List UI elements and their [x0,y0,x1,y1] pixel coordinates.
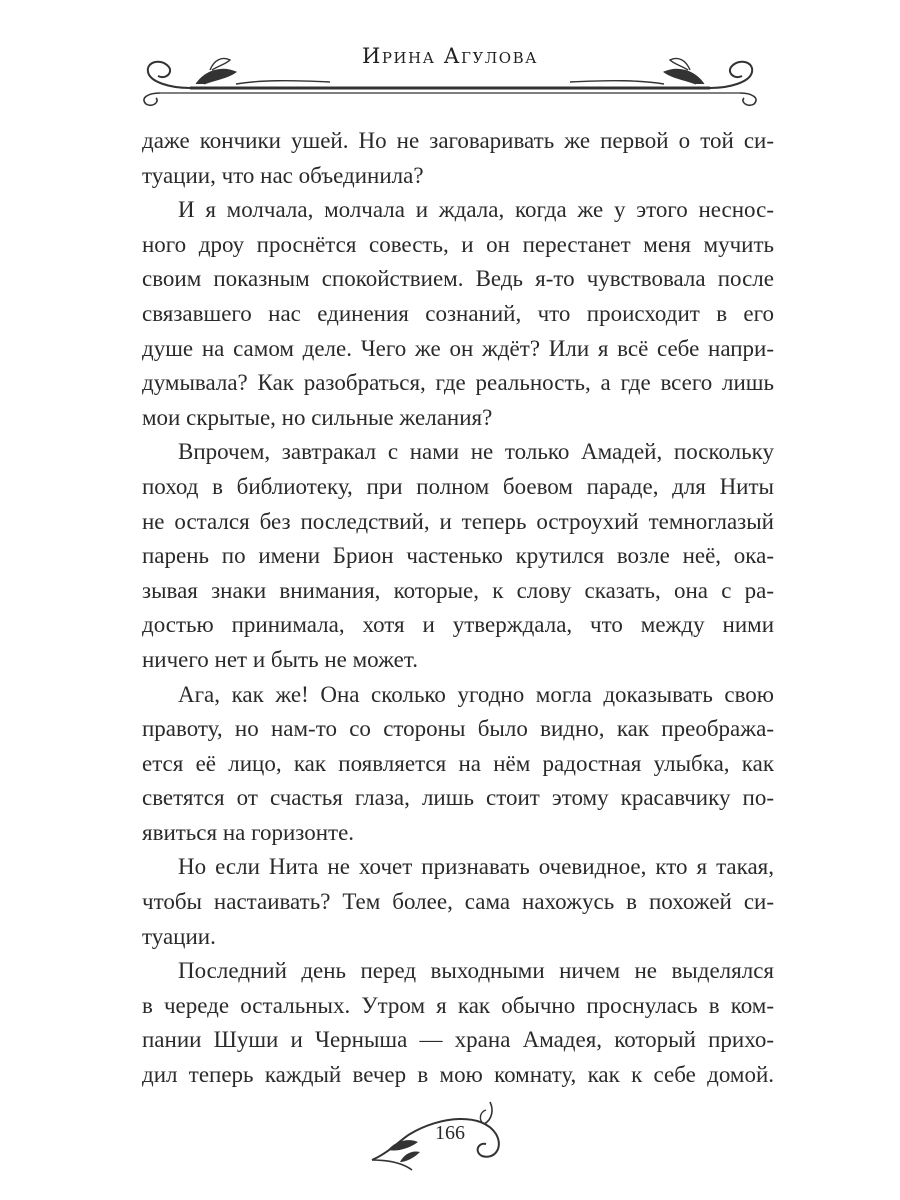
text-line: мои скрытые, но сильные желания? [142,404,493,430]
text-line: светятся от счастья глаза, лишь стоит этому красавчику по- [142,785,774,811]
text-line: явиться на горизонте. [142,819,355,845]
paragraph [142,850,774,954]
text-line: ного дроу проснётся совесть, и он перестанет меня мучить [142,231,774,257]
page-header [0,0,900,110]
text-line: достью принимала, хотя и утверждала, что между ними [142,612,774,638]
text-line: пании Шуши и Черныша — храна Амадея, который прихо- [142,1027,774,1053]
text-line: Ага, как же! Она сколько угодно могла доказывать свою [178,681,774,707]
text-line: ется её лицо, как появляется на нём радостная улыбка, как [142,750,774,776]
paragraph [142,193,774,435]
text-line: туации, что нас объединила? [142,162,424,188]
text-line: И я молчала, молчала и ждала, когда же у этого неснос- [178,197,774,223]
text-line: думывала? Как разобраться, где реальность, а где всего лишь [142,370,774,396]
page-number: 166 [435,1122,465,1144]
text-line: парень по имени Брион частенько крутился возле неё, ока- [142,543,774,569]
text-line: своим показным спокойствием. Ведь я-то чувствовала после [142,266,774,292]
text-line: зывая знаки внимания, которые, к слову сказать, она с ра- [142,577,774,603]
text-line: душе на самом деле. Чего же он ждёт? Или я всё себе напри- [142,335,774,361]
paragraph [142,435,774,677]
text-line: ничего нет и быть не может. [142,646,418,672]
paragraph [142,124,774,193]
text-line: Впрочем, завтракал с нами не только Амадей, поскольку [178,439,774,465]
text-line: Но если Нита не хочет признавать очевидное, кто я такая, [178,854,774,880]
text-line: правоту, но нам-то со стороны было видно, как преобража- [142,716,774,742]
text-line: дил теперь каждый вечер в мою комнату, как к себе домой. [142,1062,774,1088]
paragraph [142,954,774,1092]
text-line: связавшего нас единения сознаний, что происходит в его [142,300,774,326]
text-line: туации. [142,923,216,949]
paragraph [142,678,774,851]
text-line: поход в библиотеку, при полном боевом параде, для Ниты [142,473,774,499]
text-line: не остался без последствий, и теперь остроухий темноглазый [142,508,774,534]
text-line: даже кончики ушей. Но не заговаривать же первой о той си- [142,128,774,153]
text-line: в череде остальных. Утром я как обычно проснулась в ком- [142,992,774,1018]
text-line: Последний день перед выходными ничем не выделялся [178,958,774,984]
text-line: чтобы настаивать? Тем более, сама нахожусь в похожей си- [142,889,774,915]
running-header-author: Ирина Агулова [362,44,538,68]
page-body [142,124,774,1093]
